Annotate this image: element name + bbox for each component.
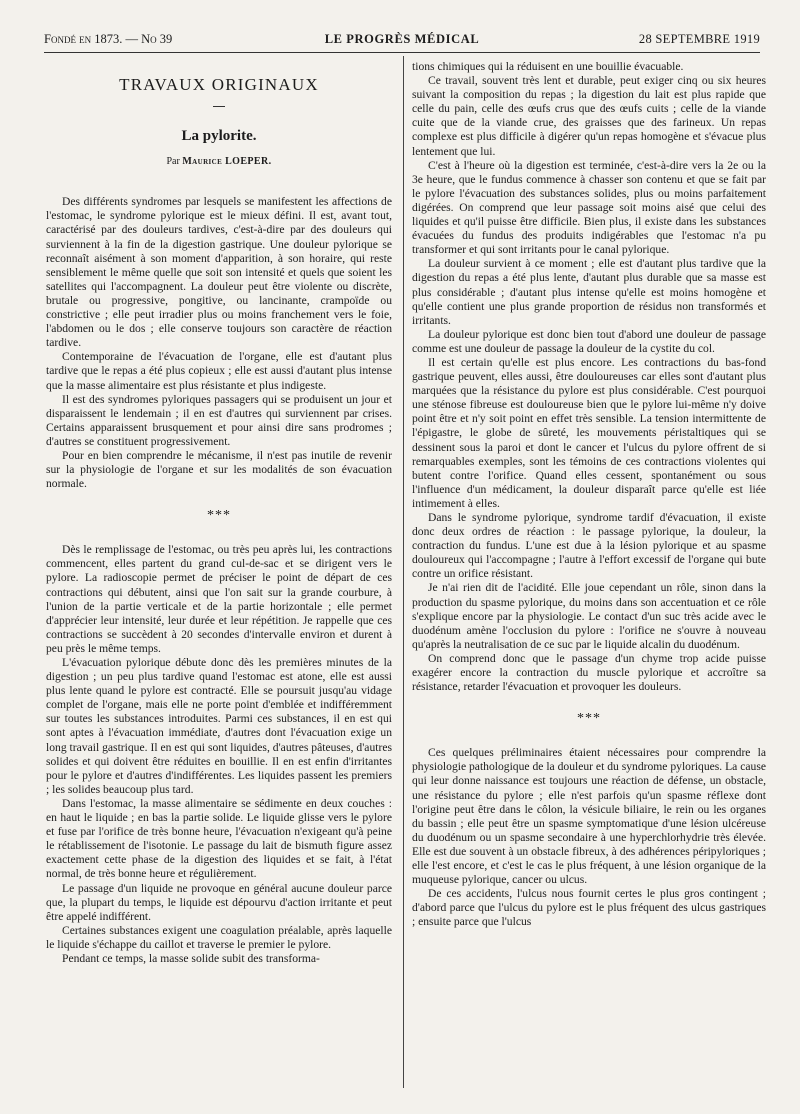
paragraph-continuation: tions chimiques qui la réduisent en une bouillie évacuable. <box>412 60 684 73</box>
issue-date: 28 SEPTEMBRE 1919 <box>638 32 760 46</box>
section-asterism: *** <box>577 711 601 727</box>
paragraph: Des différents syndromes par lesquels se manifestent les affections de l'estomac, le syndrome pylorique est le mieux défini. Il est, avant tout, caractérisé par des douleurs tardives, c'est-à-dire par des douleurs qui surviennent à la fin de la digestion gastrique. Une douleur pylorique se reconnaît aisément à son moment d'apparition, à son horaire, qui reste sensiblement le même quelle que soit son intensité et quels que soient les satellites qui l'accompagnent. La douleur peut être violente ou discrète, brutale ou progressive, pongitive, ou lancinante, crampoïde ou constrictive ; elle peut irradier plus ou moins franchement vers le foie, l'abdomen ou le dos ; elle conserve toujours son caractère de réaction tardive. <box>46 195 392 350</box>
paragraph: Certaines substances exigent une coagulation préalable, après laquelle le liquide s'échappe du caillot et traverse le premier le pylore. <box>46 923 392 951</box>
paragraph: Dans l'estomac, la masse alimentaire se sédimente en deux couches : en haut le liquide ; en bas la partie solide. Le liquide glisse vers le pylore et fuse par l'orifice de très bonne heure, l'évacuation n'exigeant qu'à peine le rétablissement de l'isotonie. Le passage du lait de bismuth figure assez exactement cette phase de la digestion des liquides et se fait, à l'état normal, de très bonne heure et régulièrement. <box>46 796 392 881</box>
paragraph: On comprend donc que le passage d'un chyme trop acide puisse exagérer encore la contraction du muscle pylorique et accroître sa résistance, retarder l'évacuation et provoquer les douleurs. <box>412 651 766 694</box>
left-column <box>46 58 392 966</box>
running-head-left: Fondé en 1873. — No 39 <box>44 32 173 46</box>
right-column <box>412 60 766 929</box>
paragraph: De ces accidents, l'ulcus nous fournit certes le plus gros contingent ; d'abord parce que l'ulcus du pylore est le plus fréquent des ulcus gastriques ; ensuite parce que l'ulcus <box>412 887 766 929</box>
paragraph: Contemporaine de l'évacuation de l'organe, elle est d'autant plus tardive que le repas a été plus copieux ; elle est aussi d'autant plus intense que la masse alimentaire est plus résistante et plus indigeste. <box>46 350 392 392</box>
paragraph: C'est à l'heure où la digestion est terminée, c'est-à-dire vers la 2e ou la 3e heure, que le fundus commence à chasser son contenu et que se fait par le pylore l'évacuation des substances solides, plus ou moins parfaitement digérées. On comprend que leur passage soit moins aisé que celui des liquides et qu'il puisse être difficile. Bien plus, il existe dans les substances évacuées du fundus des produits indigérables que l'estomac n'a pu transformer et qui sont irritants pour le canal pylorique. <box>412 158 766 257</box>
byline <box>46 155 392 169</box>
paragraph: Dans le syndrome pylorique, syndrome tardif d'évacuation, il existe donc deux ordres de réaction : le passage pylorique, la douleur, la contraction du fundus. L'une est due à la lésion pylorique et au spasme douloureux qui l'accompagne ; l'autre à l'effort excessif de l'organe qui bute contre un orifice résistant. <box>412 511 766 581</box>
column-rule <box>403 56 404 1088</box>
journal-name: LE PROGRÈS MÉDICAL <box>324 32 480 46</box>
section-heading: TRAVAUX ORIGINAUX <box>119 75 319 94</box>
paragraph: La douleur survient à ce moment ; elle est d'autant plus tardive que la digestion du repas a été plus lente, d'autant plus durable que sa masse est plus considérable ; d'autant plus intense qu'elle est moins homogène et qu'elle contient une plus grande proportion de résidus non transformés et irritants. <box>412 257 766 327</box>
byline-author: Maurice LOEPER. <box>182 156 272 168</box>
header-rule <box>44 52 760 53</box>
section-asterism: *** <box>207 508 231 524</box>
article-title: La pylorite. <box>181 128 257 145</box>
paragraph: Ces quelques préliminaires étaient nécessaires pour comprendre la physiologie pathologique de la douleur et du syndrome pyloriques. La cause qui leur donne naissance est toujours une réaction de défense, un obstacle, une résistance du pylore ; elle n'est parfois qu'un spasme réflexe dont l'origine peut être dans le côlon, la vésicule biliaire, le rein ou les organes du bassin ; elle peut être un spasme symptomatique d'une lésion ulcéreuse du duodénum ou un spasme secondaire à une hyperchlorhydrie très élevée. Elle est due souvent à un obstacle fibreux, à des adhérences péripyloriques ; elle l'est encore, et c'est le cas le plus fréquent, à une lésion organique de la muqueuse pylorique, cancer ou ulcus. <box>412 746 766 887</box>
paragraph: Ce travail, souvent très lent et durable, peut exiger cinq ou six heures suivant la composition du repas ; la digestion du lait est plus rapide que celle du pain, celle des œufs crus que des œufs cuits ; celle de la viande cuite que de la viande crue, des graisses que des farineux. Un repas complexe est plus difficile à digérer qu'un repas homogène et s'évacue plus lentement que lui. <box>412 74 766 158</box>
paragraph: Je n'ai rien dit de l'acidité. Elle joue cependant un rôle, sinon dans la production du spasme pylorique, du moins dans son accentuation et ce rôle s'explique encore par la physiologie. Le contact d'un suc très acide avec le duodénum amène l'occlusion du pylore : l'orifice ne s'ouvre à nouveau qu'après la neutralisation de ce suc par le liquide alcalin du duodénum. <box>412 581 766 651</box>
paragraph: Il est certain qu'elle est plus encore. Les contractions du bas-fond gastrique peuvent, elles aussi, être douloureuses car elles sont d'autant plus marquées que la résistance du pylore est plus considérable. C'est pourquoi une sténose fibreuse est douloureuse bien que le pylore lui-même n'y doive point être et n'y soit point en effet très sensible. La tension intermittente de l'épigastre, le globe de sûreté, les mouvements péristaltiques qui se dessinent sous la paroi et dont le cancer et l'ulcus du pylore offrent de si remarquables exemples, sont les témoins de ces contractions violentes qui butent contre l'orifice. Quand elles cessent, spontanément ou sous l'influence d'un médicament, la douleur disparaît parce qu'elle est liée intimement à elles. <box>412 355 766 510</box>
paragraph: Il est des syndromes pyloriques passagers qui se produisent un jour et disparaissent le lendemain ; il en est d'autres qui surviennent par crises. Certains apparaissent brusquement et pour ainsi dire sans prodromes ; d'autres se constituent progressivement. <box>46 392 392 448</box>
byline-prefix: Par <box>166 156 180 168</box>
paragraph: Dès le remplissage de l'estomac, ou très peu après lui, les contractions commencent, elles partent du grand cul-de-sac et se dirigent vers le pylore. La radioscopie permet de préciser le point de départ de ces contractions qui débutent, ainsi que l'on sait sur la grande courbure, à l'union de la partie verticale et de la partie horizontale ; elle permet d'apprécier leur intensité, leur durée et leur répétition. Je rappelle que ces contractions se succèdent à 20 secondes d'intervalle environ et durent à peu près le même temps. <box>46 543 392 655</box>
paragraph: Pour en bien comprendre le mécanisme, il n'est pas inutile de revenir sur la physiologie de l'organe et sur les modalités de son évacuation normale. <box>46 448 392 491</box>
paragraph: Pendant ce temps, la masse solide subit des transforma- <box>62 951 320 965</box>
title-rule <box>213 106 225 107</box>
paragraph: La douleur pylorique est donc bien tout d'abord une douleur de passage comme est une douleur de passage la douleur de la cystite du col. <box>412 327 766 355</box>
paragraph: L'évacuation pylorique débute donc dès les premières minutes de la digestion ; un peu plus tardive quand l'estomac est atone, elle est aussi plus lente quand le pylore est contracté. Elle se poursuit jusqu'au vidage complet de l'organe, mais elle ne porte point d'emblée et indifféremment sur toutes les substances introduites. Parmi ces substances, il en est qui sont aptes à l'évacuation immédiate, d'autres dont l'évacuation exige un long travail gastrique. Il en est qui sont liquides, d'autres pâteuses, d'autres solides et qui doivent être réduites en bouillie. Il en est enfin d'irritantes pour le pylore et d'autres d'indifférentes. Les liquides passent les premiers ; les solides beaucoup plus tard. <box>46 656 392 796</box>
running-head <box>44 30 760 48</box>
paragraph: Le passage d'un liquide ne provoque en général aucune douleur parce que, la plupart du temps, le liquide est dépourvu d'action irritante et peut être appelé indifférent. <box>46 881 392 923</box>
spacer <box>46 169 392 195</box>
